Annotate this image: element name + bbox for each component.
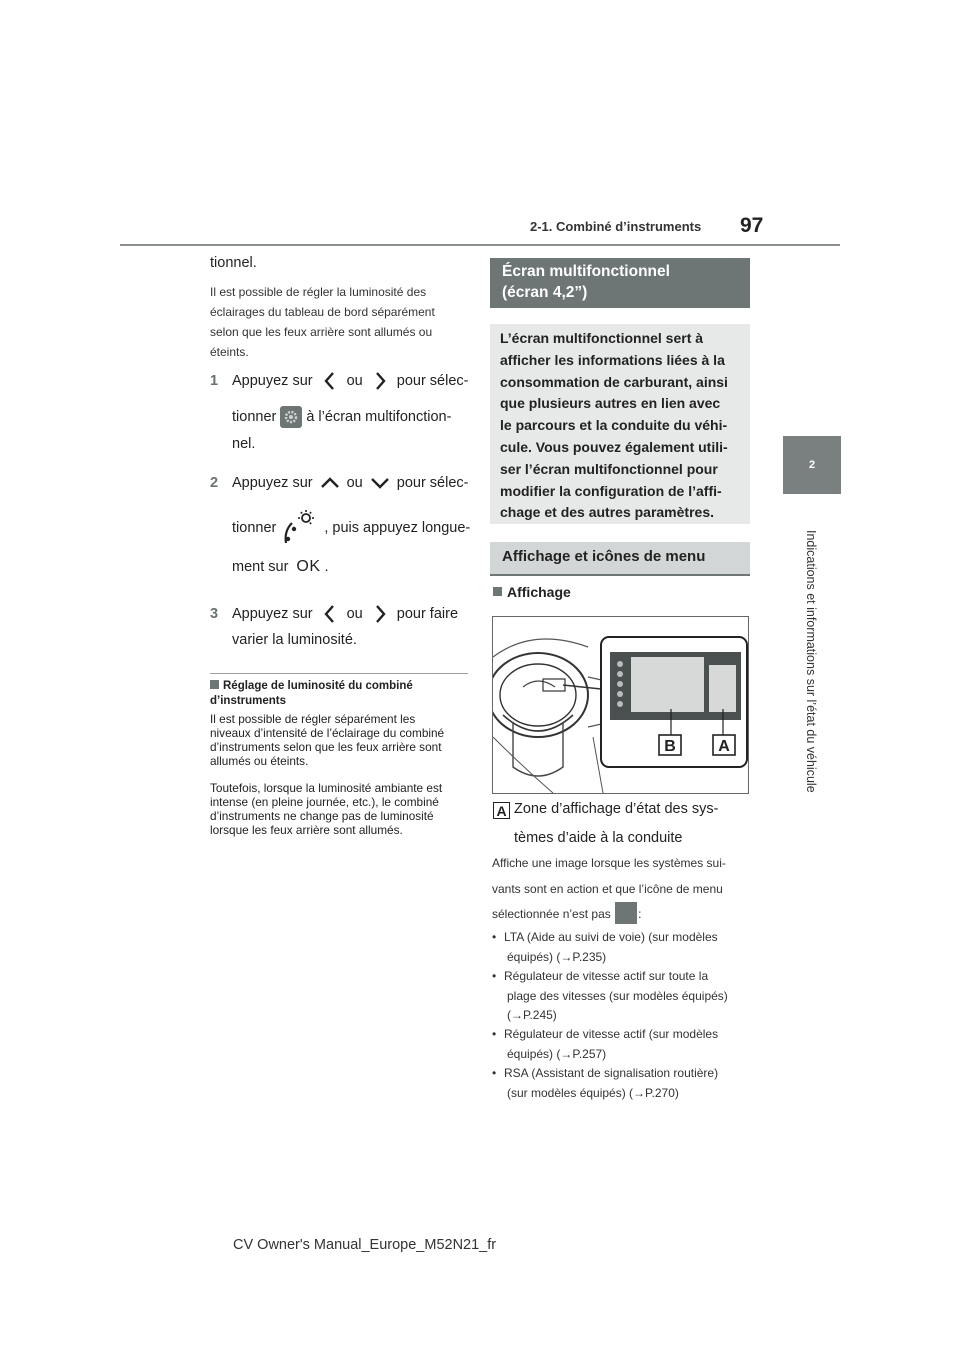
sub-heading-brightness: Réglage de luminosité du combiné d’instruments	[210, 680, 413, 707]
display-description-line-3: sélectionnée n’est pas :	[492, 902, 754, 925]
callout-a-title: Zone d’affichage d’état des sys-	[514, 801, 719, 817]
brightness-paragraph-1: Il est possible de régler séparément les niveaux d’intensité de l’éclairage du combiné d’instruments selon que les feux arrière sont allumés ou éteints.	[210, 712, 445, 768]
step-3-line-2: varier la luminosité.	[232, 632, 357, 648]
chevron-up-icon	[319, 472, 341, 494]
chevron-right-icon	[369, 370, 391, 392]
page-number: 97	[740, 214, 764, 237]
callout-a-title-cont: tèmes d’aide à la conduite	[514, 830, 683, 846]
callout-a-badge: A	[493, 802, 510, 819]
brightness-paragraph-2: Toutefois, lorsque la luminosité ambiante est intense (en pleine journée, etc.), le combiné d’instruments ne change pas de luminosité lorsque les feux arrière sont allumés.	[210, 781, 443, 837]
intro-box: L’écran multifonctionnel sert à afficher les informations liées à la consommation de carburant, ainsi que plusieurs autres en lien avec le parcours et la conduite du véhi- cule. Vous pouvez également utili- ser l’écran multifonctionnel pour modifier la configuration de l’affi- chage et des autres paramètres.	[490, 324, 750, 524]
chapter-tab: 2	[783, 436, 841, 494]
ok-button-glyph: OK	[296, 558, 321, 575]
header-rule	[120, 244, 840, 246]
step-2: 2 Appuyez sur ou pour sélec-	[210, 472, 468, 494]
sub-heading-display: Affichage	[493, 584, 571, 600]
square-bullet-icon	[493, 587, 502, 596]
step-1: 1 Appuyez sur ou pour sélec-	[210, 370, 468, 392]
bullet-item: • RSA (Assistant de signalisation routière) (sur modèles équipés) (→P.270)	[492, 1066, 719, 1100]
instrument-cluster-figure	[492, 616, 749, 794]
chevron-left-icon	[319, 370, 341, 392]
chevron-down-icon	[369, 472, 391, 494]
step-2-line-3: ment sur OK .	[232, 558, 329, 575]
section-banner-multifunction: Écran multifonctionnel (écran 4,2”)	[490, 258, 750, 308]
driving-assist-menu-icon	[615, 902, 637, 924]
square-bullet-icon	[210, 680, 219, 689]
bullet-item: • Régulateur de vitesse actif sur toute la plage des vitesses (sur modèles équipés) (→P.245)	[492, 969, 728, 1022]
bullet-item: • LTA (Aide au suivi de voie) (sur modèles équipés) (→P.235)	[492, 930, 718, 964]
gear-icon	[280, 406, 302, 428]
figure-label-a: A	[718, 738, 730, 755]
note-paragraph: Il est possible de régler la luminosité des éclairages du tableau de bord séparément selon que les feux arrière sont allumés ou éteints.	[210, 285, 435, 359]
display-description: Affiche une image lorsque les systèmes sui- vants sont en action et que l’icône de menu	[492, 856, 726, 896]
footer-doc-id: CV Owner's Manual_Europe_M52N21_fr	[233, 1237, 497, 1253]
chevron-right-icon	[369, 603, 391, 625]
section-divider	[210, 673, 468, 674]
section-title: 2-1. Combiné d’instruments	[530, 219, 702, 234]
chevron-left-icon	[319, 603, 341, 625]
section-banner-display-menu: Affichage et icônes de menu	[490, 542, 750, 576]
chapter-tab-text: Indications et informations sur l’état du véhicule	[804, 530, 818, 793]
brightness-adjust-icon	[280, 509, 320, 547]
step-1-line-3: nel.	[232, 436, 256, 452]
figure-label-b: B	[664, 738, 676, 755]
lead-text: tionnel.	[210, 255, 257, 271]
step-3: 3 Appuyez sur ou pour faire	[210, 603, 458, 625]
dashboard-illustration	[493, 617, 748, 793]
step-2-line-2: tionner , puis appuyez longue-	[232, 509, 470, 547]
bullet-item: • Régulateur de vitesse actif (sur modèles équipés) (→P.257)	[492, 1027, 719, 1061]
step-1-line-2: tionner à l’écran multifonction-	[232, 406, 451, 428]
